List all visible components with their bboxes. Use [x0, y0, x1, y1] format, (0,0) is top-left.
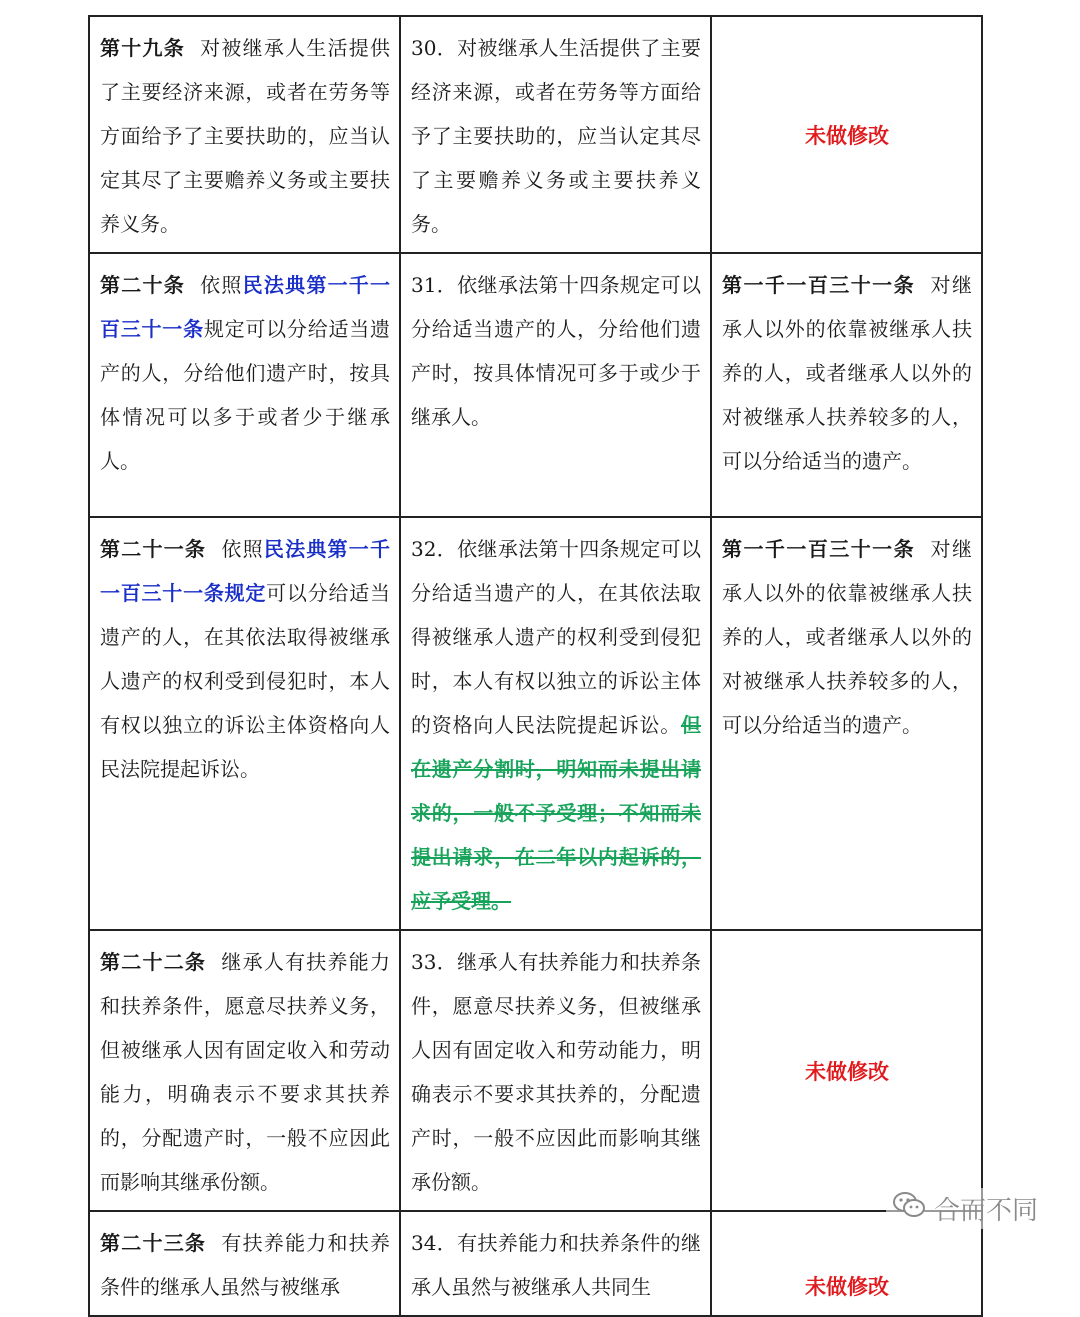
table-row [89, 517, 982, 930]
article-number: 第一千一百三十一条 [722, 273, 916, 297]
provision-text: 可以分给适当遗产的人，在其依法取得被继承人遗产的权利受到侵犯时，本人有权以独立的诉讼主体资格向人民法院提起诉讼。 [100, 581, 391, 781]
article-number: 第二十二条 [100, 950, 207, 974]
status-cell [711, 16, 982, 253]
provision-text: 34．有扶养能力和扶养条件的继承人虽然与被继承人共同生 [411, 1231, 701, 1299]
new-provision-cell [89, 253, 400, 517]
status-label: 未做修改 [805, 1059, 889, 1084]
old-provision-cell [400, 1211, 711, 1316]
old-provision-cell [400, 930, 711, 1211]
status-label: 未做修改 [805, 1274, 889, 1299]
provision-text: 31．依继承法第十四条规定可以分给适当遗产的人，分给他们遗产时，按具体情况可多于或少于继承人。 [411, 273, 701, 429]
old-provision-cell [400, 16, 711, 253]
civil-code-reference: 民法典第一千一百三十一条 [100, 273, 391, 341]
deleted-text: 但在遗产分割时，明知而未提出请求的，一般不予受理；不知而未提出请求，在二年以内起诉的，应予受理。 [411, 713, 701, 913]
old-provision-cell [400, 253, 711, 517]
civil-code-reference: 民法典第一千一百三十一条规定 [100, 537, 391, 605]
article-number: 第一千一百三十一条 [722, 537, 916, 561]
provision-text: 30．对被继承人生活提供了主要经济来源，或者在劳务等方面给予了主要扶助的，应当认定其尽了主要赡养义务或主要扶养义务。 [411, 36, 701, 236]
table-row [89, 16, 982, 253]
comparison-table [88, 15, 983, 1317]
provision-text: 继承人有扶养能力和扶养条件，愿意尽扶养义务，但被继承人因有固定收入和劳动能力，明确表示不要求其扶养的，分配遗产时，一般不应因此而影响其继承份额。 [100, 950, 391, 1194]
new-provision-cell [89, 930, 400, 1211]
table-row [89, 253, 982, 517]
provision-text: 对被继承人生活提供了主要经济来源，或者在劳务等方面给予了主要扶助的，应当认定其尽了主要赡养义务或主要扶养义务。 [100, 36, 391, 236]
table-row [89, 930, 982, 1211]
provision-text: 32．依继承法第十四条规定可以分给适当遗产的人，在其依法取得被继承人遗产的权利受到侵犯时，本人有权以独立的诉讼主体的资格向人民法院提起诉讼。 [411, 537, 701, 737]
status-cell [711, 930, 982, 1211]
article-number: 第二十三条 [100, 1231, 207, 1255]
old-provision-cell [400, 517, 711, 930]
article-number: 第二十一条 [100, 537, 207, 561]
civil-code-cell [711, 253, 982, 517]
new-provision-cell [89, 16, 400, 253]
provision-text: 有扶养能力和扶养条件的继承人虽然与被继承 [100, 1231, 391, 1299]
watermark [886, 1188, 1044, 1229]
wechat-icon [892, 1190, 926, 1227]
provision-text: 对继承人以外的依靠被继承人扶养的人，或者继承人以外的对被继承人扶养较多的人，可以分给适当的遗产。 [722, 273, 973, 473]
provision-prefix: 依照 [220, 537, 264, 561]
status-label: 未做修改 [805, 123, 889, 148]
table-row [89, 1211, 982, 1316]
new-provision-cell [89, 517, 400, 930]
watermark-text: 合而不同 [933, 1196, 1038, 1226]
provision-text: 33．继承人有扶养能力和扶养条件，愿意尽扶养义务，但被继承人因有固定收入和劳动能力，明确表示不要求其扶养的，分配遗产时，一般不应因此而影响其继承份额。 [411, 950, 701, 1194]
provision-prefix: 依照 [198, 273, 243, 297]
civil-code-cell [711, 517, 982, 930]
provision-text: 规定可以分给适当遗产的人，分给他们遗产时，按具体情况可以多于或者少于继承人。 [100, 317, 391, 473]
article-number: 第二十条 [100, 273, 185, 297]
provision-text: 对继承人以外的依靠被继承人扶养的人，或者继承人以外的对被继承人扶养较多的人，可以分给适当的遗产。 [722, 537, 973, 737]
article-number: 第十九条 [100, 36, 185, 60]
new-provision-cell [89, 1211, 400, 1316]
